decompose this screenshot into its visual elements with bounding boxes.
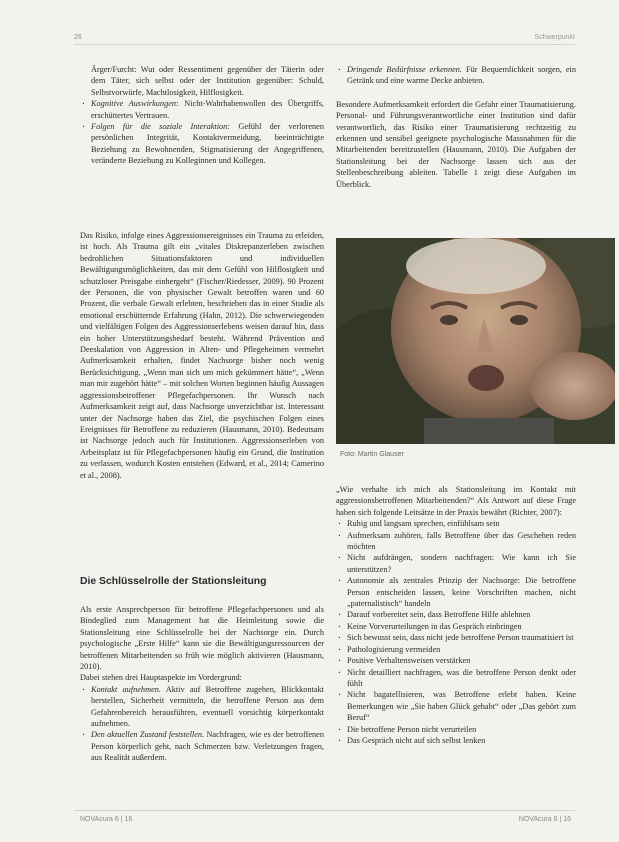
list-item: · Die betroffene Person nicht verurteilen — [336, 724, 576, 735]
footer-right: NOVAcura 6 | 16 — [518, 816, 571, 823]
list-item: · Den aktuellen Zustand feststellen. Nachfragen, wie es der betroffenen Person körperlich geht, nach Schmerzen bzw. Verletzungen fragen, aus Realität außerdem. — [80, 729, 324, 763]
list-item: · Dringende Bedürfnisse erkennen. Für Bequemlichkeit sorgen, ein Getränk und eine warme Decke anbieten. — [336, 64, 576, 87]
list-item: · Nicht bagatellisieren, was Betroffene erlebt haben. Keine Bemerkungen wie „Sie haben Glück gehabt“ oder „Das gehört zum Beruf“ — [336, 689, 576, 723]
right-top-text — [336, 64, 576, 190]
list-item: · Kognitive Auswirkungen: Nicht-Wahrhabenwollen des Übergriffs, erschüttertes Vertrauen. — [80, 98, 324, 121]
body-paragraph: „Wie verhalte ich mich als Stationsleitung im Kontakt mit aggressionsbetroffenen Mitarbeitenden?“ Als Antwort auf diese Frage haben sich folgende Leitsätze in der Praxis bewährt (Richter, 2007): — [336, 485, 576, 517]
body-paragraph: Besondere Aufmerksamkeit erfordert die Gefahr einer Traumatisierung. Personal- und Führungsverantwortliche einer Institution sind dafür verantwortlich, das Risiko einer Traumatisierung rechtzeitig zu erkennen und sensibel geeignete psychologische Massnahmen für die Mitarbeitenden bereitzustellen (Hausmann, 2010). Die Aufgaben der Stationsleitung bei der Nachsorge lassen sich aus der Stellenbeschreibung ableiten. Tabelle 1 zeigt diese Aufgaben im Überblick. — [336, 99, 576, 189]
list-item: · Pathologisierung vermeiden — [336, 644, 576, 655]
photo-illustration — [336, 238, 615, 444]
list-item: · Aufmerksam zuhören, falls Betroffene über das Geschehen reden möchten — [336, 530, 576, 553]
leitsaetze-text — [336, 484, 576, 746]
body-paragraph: Dabei stehen drei Hauptaspekte im Vordergrund: — [80, 673, 242, 683]
running-head — [74, 34, 575, 44]
left-top-list — [80, 64, 324, 167]
page-number: 26 — [74, 34, 82, 41]
list-item: · Das Gespräch nicht auf sich selbst lenken — [336, 735, 576, 746]
body-paragraph: Das Risiko, infolge eines Aggressionsereignisses ein Trauma zu erleiden, ist hoch. Als Trauma gilt ein „vitales Diskrepanzerleben zwischen bedrohlichen Situationsfaktoren und individuellen Bewältigungsmöglichkeiten, das mit dem Gefühl von Hilflosigkeit und schutzloser Preisgabe einhergeht“ (Fischer/Riedesser, 2009). 90 Prozent der Personen, die von physischer Gewalt betroffen waren und 60 Prozent, die verbale Gewalt erlebten, beschrieben das in einer Studie als emotional erschütternde Erfahrung (Hahn, 2012). Die schwerwiegenden und vielfältigen Folgen des Aggressionserlebens weisen darauf hin, dass ein hoher Unterstützungsbedarf besteht. Während Prävention und Deeskalation von Aggression in Alten- und Pflegeheimen vermehrt Aufmerksamkeit erhalten, findet Nachsorge bisher noch wenig Berücksichtigung. „Wenn man sich um mich gekümmert hätte“, „Wenn man mir zugehört hätte“ – mit solchen Worten beginnen häufig Aussagen aggressionsbetroffener Pflegefachpersonen. Ihr Wunsch nach Aufmerksamkeit zeigt auf, dass Nachsorge unverzichtbar ist. Interessant unter der Nachsorge haben das Ziel, die psychischen Folgen eines Ereignisses für Betroffene zu reduzieren (Hausmann, 2010). Bedeutsam ist Nachsorge jedoch auch für Institutionen. Aggressionserleben von Arbeitsplatz ist für Pflegefachpersonen häufig ein Grund, die Institution zu verlassen, wodurch Kosten entstehen (Edward, et al., 2014; Camerino et al., 2008). — [80, 231, 324, 480]
header-rule — [74, 44, 575, 45]
trauma-paragraph — [80, 230, 324, 481]
footer-rule — [74, 810, 575, 811]
list-item: Ärger/Furcht: Wut oder Ressentiment gegenüber der Täterin oder dem Täter, sich selbst oder der Institution gegenüber: Schuld, Selbstvorwürfe, Machtlosigkeit, Hilflosigkeit. — [91, 65, 324, 97]
list-item: · Positive Verhaltensweisen verstärken — [336, 655, 576, 666]
photo-angry-man — [336, 238, 615, 444]
list-item: · Autonomie als zentrales Prinzip der Nachsorge: Die betroffene Person entscheiden lassen, keine Vorschriften machen, nicht „paternalistisch“ handeln — [336, 575, 576, 609]
list-item: · Nicht aufdrängen, sondern nachfragen: Wie kann ich Sie unterstützen? — [336, 552, 576, 575]
stationsleitung-text — [80, 604, 324, 764]
list-item: · Folgen für die soziale Interaktion: Gefühl der verlorenen persönlichen Integrität, Kontaktvermeidung, beeinträchtigte Beziehung zu Bewohnenden, Stigmatisierung der Angegriffenen, veränderte Beziehung zu Kolleginnen und Kollegen. — [80, 121, 324, 167]
footer-left: NOVAcura 6 | 16 — [80, 816, 133, 823]
list-item: · Darauf vorbereitet sein, dass Betroffene Hilfe ablehnen — [336, 609, 576, 620]
section-heading: Die Schlüsselrolle der Stationsleitung — [80, 576, 267, 587]
list-item: · Kontakt aufnehmen. Aktiv auf Betroffene zugehen, Blickkontakt herstellen, Sicherheit vermitteln, die betroffene Person aus dem Gefahrenbereich herausführen, eventuell vorsichtig körperkontakt aufnehmen. — [80, 684, 324, 730]
body-paragraph: Als erste Ansprechperson für betroffene Pflegefachpersonen und als Bindeglied zum Management hat die Heimleitung sowie die Stationsleitung eine Schlüsselrolle bei der Nachsorge ein. Durch psychologische „Erste Hilfe“ kann sie die Bewältigungsressourcen der betroffenen Mitarbeitenden so früh wie möglich aktivieren (Hausmann, 2010). — [80, 605, 324, 672]
list-item: · Keine Vorverurteilungen in das Gespräch einbringen — [336, 621, 576, 632]
section-name: Schwerpunkt — [534, 34, 575, 41]
photo-caption: Foto: Martin Glauser — [340, 451, 404, 458]
list-item: · Nicht detailliert nachfragen, was die betroffene Person denkt oder fühlt — [336, 667, 576, 690]
list-item: · Sich bewusst sein, dass nicht jede betroffene Person traumatisiert ist — [336, 632, 576, 643]
list-item: · Ruhig und langsam sprechen, einfühlsam sein — [336, 518, 576, 529]
